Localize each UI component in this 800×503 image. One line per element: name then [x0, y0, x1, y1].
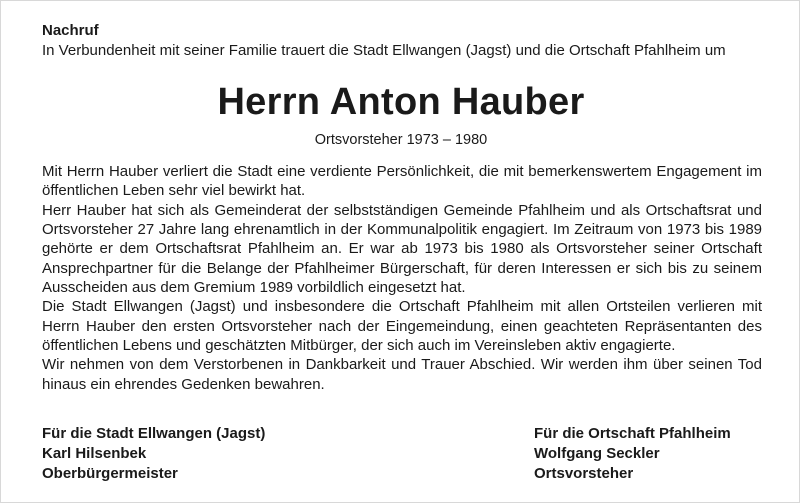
signature-on-behalf: Für die Ortschaft Pfahlheim — [534, 425, 731, 442]
signature-name: Karl Hilsenbek — [42, 445, 147, 462]
body-paragraph: Mit Herrn Hauber verliert die Stadt eine verdiente Persönlichkeit, die mit bemerkenswertem Engagement im öffentlichen Leben sehr viel bewirkt hat. — [42, 163, 762, 200]
signature-name: Wolfgang Seckler — [534, 445, 660, 462]
signature-title: Oberbürgermeister — [42, 465, 178, 482]
body-paragraph: Die Stadt Ellwangen (Jagst) und insbesondere die Ortschaft Pfahlheim mit allen Ortsteilen verlieren mit Herrn Hauber den ersten Ortsvorsteher nach der Eingemeindung, einen geachteten Repräsentanten des öffentlichen Lebens und geschätzten Mitbürger, der sich auch im Vereinsleben aktiv engagierte. — [42, 298, 762, 355]
notice-heading: Nachruf — [42, 22, 99, 39]
signature-locality — [534, 424, 731, 484]
office-held: Ortsvorsteher 1973 – 1980 — [314, 132, 488, 148]
obituary-body — [42, 162, 762, 394]
signature-title: Ortsvorsteher — [534, 465, 634, 482]
deceased-name: Herrn Anton Hauber — [217, 81, 585, 123]
intro-line: In Verbundenheit mit seiner Familie trauert die Stadt Ellwangen (Jagst) und die Ortschaft Pfahlheim um — [42, 42, 726, 59]
signature-city — [42, 424, 265, 484]
body-paragraph: Wir nehmen von dem Verstorbenen in Dankbarkeit und Trauer Abschied. Wir werden ihm über seinen Tod hinaus ein ehrendes Gedenken bewahren. — [42, 356, 762, 393]
body-paragraph: Herr Hauber hat sich als Gemeinderat der selbstständigen Gemeinde Pfahlheim und als Ortschaftsrat und Ortsvorsteher 27 Jahre lang ehrenamtlich in der Kommunalpolitik engagiert. Im Zeitraum von 1973 bis 1989 gehörte er dem Ortschaftsrat Pfahlheim an. Er war ab 1973 bis 1980 als Ortsvorsteher seiner Ortschaft Ansprechpartner für die Belange der Pfahlheimer Bürgerschaft, für deren Interessen er sich bis zu seinem Ausscheiden aus dem Gremium 1989 vorbildlich eingesetzt hat. — [42, 201, 762, 297]
signature-on-behalf: Für die Stadt Ellwangen (Jagst) — [42, 425, 266, 442]
